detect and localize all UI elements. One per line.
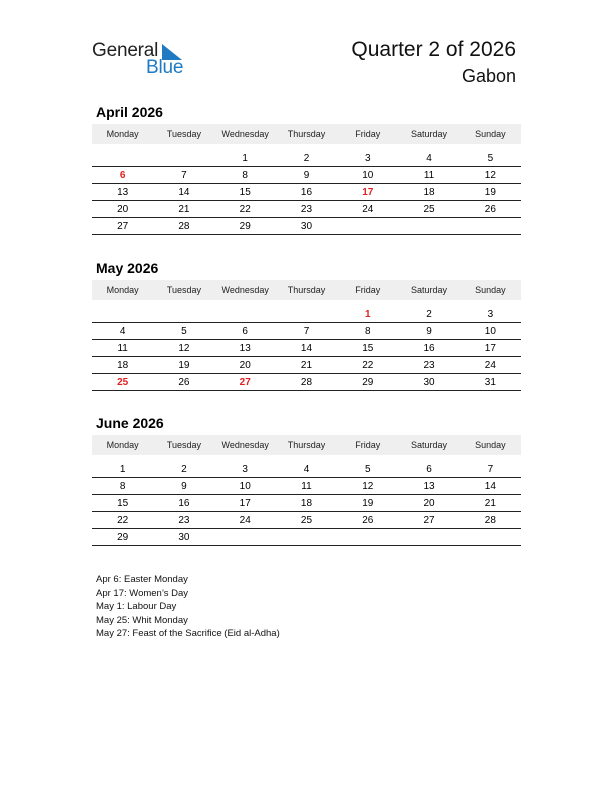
day-cell: 28 [153,218,214,235]
day-cell: 20 [215,357,276,374]
day-cell: 17 [215,495,276,512]
week-row [92,306,521,323]
day-cell: 7 [153,167,214,184]
week-row [92,201,521,218]
day-cell: 11 [276,478,337,495]
day-cell: 16 [276,184,337,201]
week-row [92,495,521,512]
weekday-header: Sunday [460,124,521,144]
day-cell: 10 [215,478,276,495]
week-row [92,150,521,167]
weekday-header: Monday [92,124,153,144]
weekday-header: Saturday [398,280,459,300]
weekday-header: Tuesday [153,124,214,144]
empty-day-cell [276,529,337,546]
day-cell: 1 [215,150,276,167]
empty-day-cell [92,306,153,323]
day-cell: 5 [337,461,398,478]
day-cell: 21 [153,201,214,218]
day-cell: 22 [215,201,276,218]
day-cell: 18 [92,357,153,374]
day-cell: 9 [276,167,337,184]
day-cell: 23 [276,201,337,218]
weekday-header: Wednesday [215,124,276,144]
empty-day-cell [460,218,521,235]
month-title: April 2026 [96,104,163,120]
day-cell: 6 [215,323,276,340]
week-row [92,323,521,340]
day-cell: 16 [398,340,459,357]
holiday-note: Apr 6: Easter Monday [96,574,188,585]
day-cell: 24 [460,357,521,374]
holiday-note: May 27: Feast of the Sacrifice (Eid al-Adha) [96,628,280,639]
day-cell: 8 [92,478,153,495]
day-cell: 27 [215,374,276,391]
calendar-grid [92,124,521,235]
day-cell: 20 [398,495,459,512]
empty-day-cell [337,529,398,546]
weekday-header-row [92,435,521,455]
day-cell: 6 [92,167,153,184]
page-title: Quarter 2 of 2026 [351,38,516,61]
day-cell: 19 [153,357,214,374]
week-row [92,374,521,391]
day-cell: 22 [337,357,398,374]
country-name: Gabon [461,66,516,86]
holiday-note: Apr 17: Women’s Day [96,587,189,599]
day-cell: 5 [153,323,214,340]
day-cell: 26 [460,201,521,218]
month-title: May 2026 [96,260,159,276]
day-cell: 2 [276,150,337,167]
day-cell: 21 [460,495,521,512]
day-cell: 30 [398,374,459,391]
day-cell: 27 [398,512,459,529]
weekday-header: Friday [337,124,398,144]
day-cell: 14 [276,340,337,357]
day-cell: 22 [92,512,153,529]
day-cell: 15 [215,184,276,201]
month-april [92,102,521,235]
logo-blue-text: Blue [146,57,184,78]
empty-day-cell [92,150,153,167]
empty-day-cell [276,306,337,323]
day-cell: 13 [398,478,459,495]
day-cell: 12 [337,478,398,495]
day-cell: 18 [398,184,459,201]
day-cell: 4 [92,323,153,340]
day-cell: 24 [215,512,276,529]
week-row [92,340,521,357]
empty-day-cell [153,150,214,167]
day-cell: 28 [460,512,521,529]
day-cell: 3 [460,306,521,323]
holiday-note: May 1: Labour Day [96,601,177,612]
day-cell: 30 [276,218,337,235]
day-cell: 12 [153,340,214,357]
day-cell: 16 [153,495,214,512]
day-cell: 29 [92,529,153,546]
day-cell: 10 [337,167,398,184]
day-cell: 26 [153,374,214,391]
empty-day-cell [153,306,214,323]
weekday-header-row [92,280,521,300]
week-row [92,529,521,546]
month-may [92,258,521,391]
week-row [92,478,521,495]
weekday-header: Friday [337,280,398,300]
day-cell: 13 [92,184,153,201]
weekday-header: Monday [92,435,153,455]
weekday-header: Tuesday [153,435,214,455]
holiday-note: May 25: Whit Monday [96,614,188,626]
day-cell: 3 [215,461,276,478]
day-cell: 23 [153,512,214,529]
day-cell: 17 [337,184,398,201]
week-row [92,167,521,184]
day-cell: 9 [398,323,459,340]
weekday-header: Sunday [460,435,521,455]
week-row [92,357,521,374]
weekday-header: Thursday [276,124,337,144]
day-cell: 25 [276,512,337,529]
weekday-header: Sunday [460,280,521,300]
day-cell: 7 [460,461,521,478]
day-cell: 18 [276,495,337,512]
weekday-header: Thursday [276,435,337,455]
weekday-header: Tuesday [153,280,214,300]
day-cell: 28 [276,374,337,391]
empty-day-cell [337,218,398,235]
day-cell: 2 [153,461,214,478]
empty-day-cell [215,529,276,546]
day-cell: 19 [460,184,521,201]
day-cell: 26 [337,512,398,529]
logo-general-text: General [92,40,159,61]
day-cell: 8 [337,323,398,340]
day-cell: 15 [92,495,153,512]
day-cell: 24 [337,201,398,218]
day-cell: 17 [460,340,521,357]
month-title: June 2026 [96,415,164,431]
empty-day-cell [398,529,459,546]
day-cell: 19 [337,495,398,512]
empty-day-cell [460,529,521,546]
month-june [92,413,521,546]
day-cell: 14 [153,184,214,201]
day-cell: 30 [153,529,214,546]
weekday-header: Wednesday [215,435,276,455]
weekday-header: Wednesday [215,280,276,300]
day-cell: 6 [398,461,459,478]
day-cell: 4 [398,150,459,167]
day-cell: 9 [153,478,214,495]
day-cell: 2 [398,306,459,323]
calendar-grid [92,280,521,391]
day-cell: 27 [92,218,153,235]
day-cell: 21 [276,357,337,374]
week-row [92,218,521,235]
day-cell: 25 [92,374,153,391]
weekday-header: Friday [337,435,398,455]
brand-logo [92,40,192,80]
day-cell: 12 [460,167,521,184]
day-cell: 14 [460,478,521,495]
week-row [92,461,521,478]
week-row [92,512,521,529]
day-cell: 5 [460,150,521,167]
day-cell: 29 [215,218,276,235]
weekday-header: Thursday [276,280,337,300]
day-cell: 11 [398,167,459,184]
day-cell: 10 [460,323,521,340]
day-cell: 4 [276,461,337,478]
day-cell: 15 [337,340,398,357]
holiday-notes [96,573,280,641]
day-cell: 13 [215,340,276,357]
empty-day-cell [215,306,276,323]
weekday-header-row [92,124,521,144]
day-cell: 7 [276,323,337,340]
day-cell: 1 [92,461,153,478]
week-row [92,184,521,201]
day-cell: 20 [92,201,153,218]
day-cell: 29 [337,374,398,391]
weekday-header: Saturday [398,124,459,144]
empty-day-cell [398,218,459,235]
day-cell: 31 [460,374,521,391]
day-cell: 3 [337,150,398,167]
weekday-header: Monday [92,280,153,300]
weekday-header: Saturday [398,435,459,455]
day-cell: 25 [398,201,459,218]
calendar-grid [92,435,521,546]
day-cell: 1 [337,306,398,323]
day-cell: 11 [92,340,153,357]
day-cell: 8 [215,167,276,184]
day-cell: 23 [398,357,459,374]
